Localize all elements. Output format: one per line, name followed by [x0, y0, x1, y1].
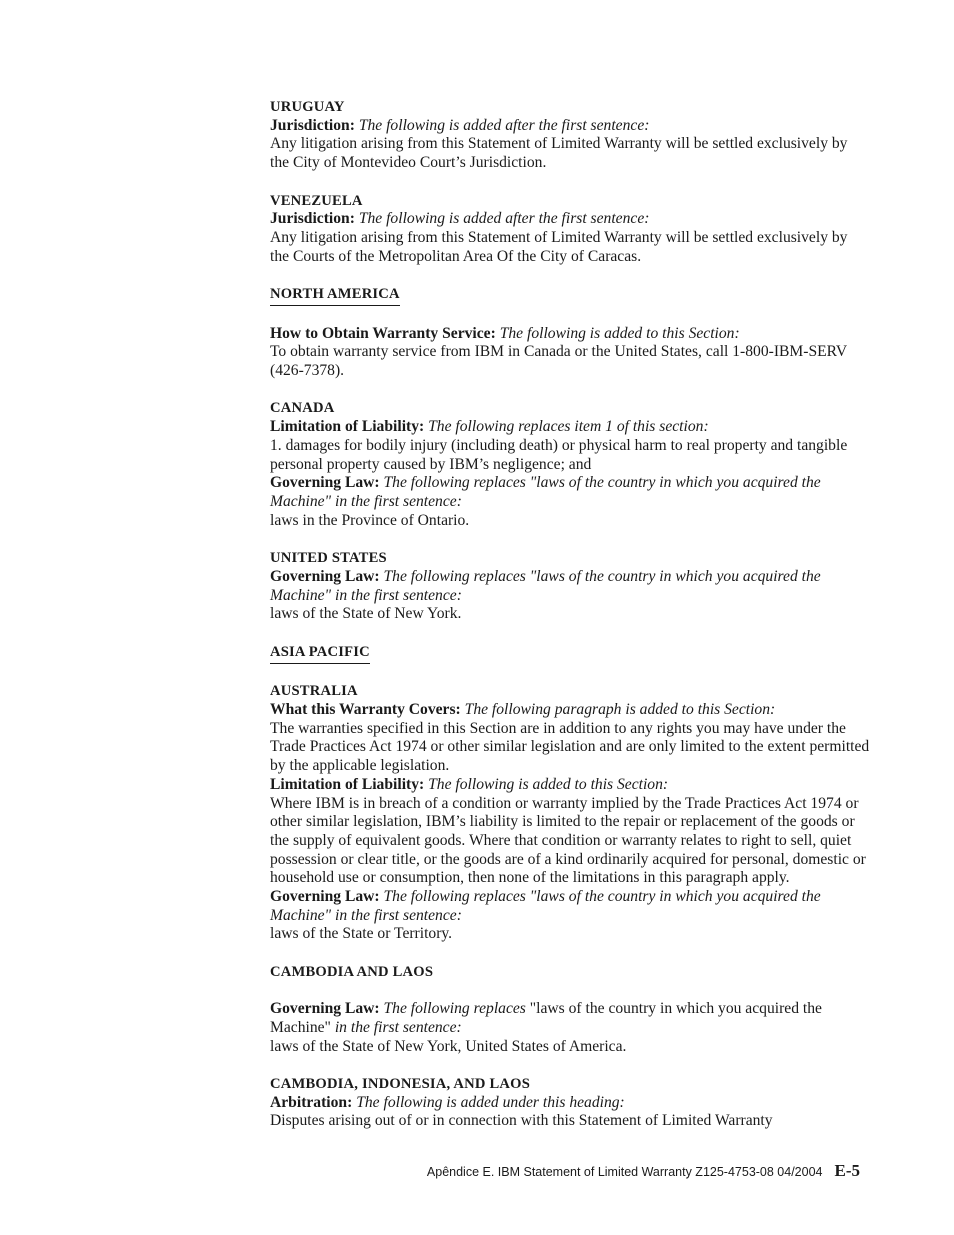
- clause-text: laws of the State of New York.: [270, 605, 462, 623]
- clause-governing-law: [270, 888, 870, 925]
- section-heading: AUSTRALIA: [270, 683, 358, 700]
- section-united-states: [270, 549, 870, 624]
- clause-label: Governing Law:: [270, 567, 380, 585]
- section-australia: [270, 682, 870, 944]
- clause-label: What this Warranty Covers:: [270, 700, 461, 718]
- clause-label: Jurisdiction:: [270, 116, 355, 134]
- clause-text: Any litigation arising from this Statement of Limited Warranty will be settled exclusively by the City of Montevideo Court’s Jurisdiction.: [270, 135, 848, 172]
- clause-text: The warranties specified in this Section are in addition to any rights you may have under the Trade Practices Act 1974 or other similar legislation and are only limited to the extent permitted by the applicable legislation.: [270, 719, 870, 775]
- clause-limitation-of-liability: [270, 418, 870, 437]
- clause-label: Limitation of Liability:: [270, 775, 425, 793]
- clause-arbitration: [270, 1094, 870, 1113]
- clause-note: The following replaces "laws of the country in which you acquired the Machine" in the first sentence:: [270, 474, 821, 510]
- clause-note: The following replaces: [383, 1000, 526, 1018]
- clause-text: To obtain warranty service from IBM in Canada or the United States, call 1-800-IBM-SERV (426-7378).: [270, 343, 847, 380]
- clause-label: Governing Law:: [270, 474, 380, 492]
- clause-note: The following is added after the first sentence:: [358, 116, 650, 134]
- document-body: [270, 98, 870, 1150]
- clause-note: The following is added to this Section:: [499, 324, 740, 342]
- clause-note: The following paragraph is added to this Section:: [464, 700, 776, 718]
- region-asia-pacific: [270, 643, 870, 664]
- clause-note: The following replaces "laws of the country in which you acquired the Machine" in the first sentence:: [270, 888, 821, 924]
- section-heading: CANADA: [270, 400, 335, 417]
- section-venezuela: [270, 192, 870, 267]
- clause-governing-law: [270, 1000, 870, 1037]
- clause-text: laws of the State or Territory.: [270, 925, 453, 943]
- section-heading: URUGUAY: [270, 99, 345, 115]
- section-heading: CAMBODIA AND LAOS: [270, 963, 434, 980]
- section-uruguay: [270, 98, 870, 173]
- clause-text: Where IBM is in breach of a condition or warranty implied by the Trade Practices Act 1974 or other similar legislation, IBM’s liability is limited to the repair or replacement of the goods or the supply of equivalent goods. Where that condition or warranty relates to right to sell, quiet possession or clear title, or the goods are of a kind ordinarily acquired for personal, domestic or household use or consumption, then none of the limitations in this paragraph apply.: [270, 794, 866, 887]
- page-footer: [270, 1161, 860, 1181]
- clause-note: in the first sentence:: [334, 1018, 462, 1036]
- region-heading: NORTH AMERICA: [270, 285, 400, 306]
- clause-label: Arbitration:: [270, 1093, 353, 1111]
- clause-label: Governing Law:: [270, 888, 380, 906]
- region-heading: ASIA PACIFIC: [270, 643, 370, 664]
- clause-jurisdiction: [270, 117, 870, 136]
- clause-label: Governing Law:: [270, 1000, 380, 1018]
- section-heading: UNITED STATES: [270, 550, 387, 567]
- clause-quote: "laws of the country in which you acquired the Machine": [270, 1000, 822, 1036]
- section-heading: CAMBODIA, INDONESIA, AND LAOS: [270, 1076, 531, 1092]
- section-cambodia-laos-heading: [270, 963, 870, 982]
- clause-note: The following is added after the first sentence:: [358, 210, 650, 228]
- section-north-america-service: [270, 325, 870, 381]
- clause-jurisdiction: [270, 210, 870, 229]
- clause-what-this-warranty-covers: [270, 701, 870, 720]
- clause-label: Limitation of Liability:: [270, 418, 425, 436]
- clause-warranty-service: [270, 325, 870, 344]
- clause-text: Any litigation arising from this Statement of Limited Warranty will be settled exclusively by the Courts of the Metropolitan Area Of the City of Caracas.: [270, 228, 848, 265]
- clause-limitation-of-liability: [270, 776, 870, 795]
- section-canada: [270, 399, 870, 530]
- clause-text: Disputes arising out of or in connection with this Statement of Limited Warranty: [270, 1112, 773, 1130]
- footer-text: Apêndice E. IBM Statement of Limited Warranty Z125-4753-08 04/2004: [426, 1165, 823, 1179]
- clause-text: laws in the Province of Ontario.: [270, 511, 470, 529]
- page-number: E-5: [834, 1161, 860, 1180]
- clause-note: The following replaces "laws of the country in which you acquired the Machine" in the first sentence:: [270, 567, 821, 604]
- section-cambodia-laos: [270, 1000, 870, 1056]
- clause-governing-law: [270, 568, 870, 605]
- clause-text: laws of the State of New York, United States of America.: [270, 1037, 627, 1055]
- clause-note: The following is added to this Section:: [428, 775, 669, 793]
- clause-note: The following is added under this heading:: [356, 1093, 625, 1111]
- region-north-america: [270, 285, 870, 306]
- section-cambodia-indonesia-laos: [270, 1075, 870, 1131]
- clause-label: Jurisdiction:: [270, 210, 355, 228]
- clause-text: 1. damages for bodily injury (including death) or physical harm to real property and tangible personal property caused by IBM’s negligence; and: [270, 436, 848, 473]
- section-heading: VENEZUELA: [270, 192, 363, 209]
- clause-governing-law: [270, 474, 870, 511]
- clause-label: How to Obtain Warranty Service:: [270, 324, 496, 342]
- clause-note: The following replaces item 1 of this section:: [428, 418, 709, 436]
